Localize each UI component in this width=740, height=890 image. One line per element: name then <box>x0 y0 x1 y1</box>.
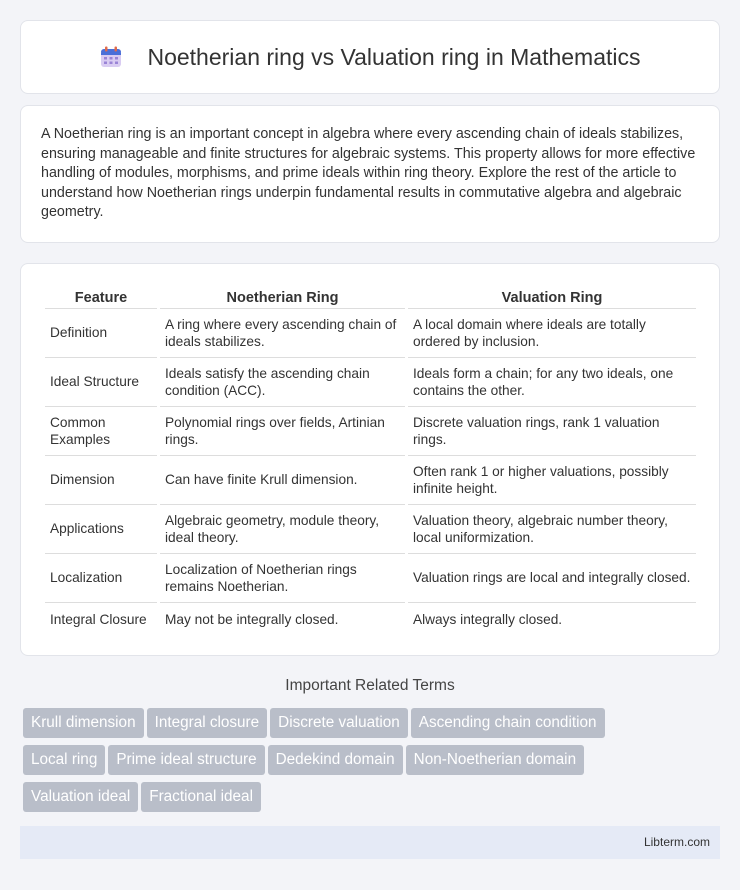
intro-text: A Noetherian ring is an important concept in algebra where every ascending chain of ideals stabilizes, ensuring manageable and finite structures for algebraic systems. This property allows for more effective handling of modules, morphisms, and prime ideals within ring theory. Explore the rest of the article to understand how Noetherian rings underpin fundamental results in commutative algebra and algebraic geometry. <box>41 126 696 221</box>
feature-cell: Ideal Structure <box>45 358 157 407</box>
calendar-icon <box>99 45 123 69</box>
valuation-cell: Valuation theory, algebraic number theory, local uniformization. <box>408 505 696 554</box>
comparison-table <box>42 286 699 636</box>
related-term-tag[interactable]: Integral closure <box>147 708 268 738</box>
related-terms-title: Important Related Terms <box>285 677 455 694</box>
title-card <box>20 20 720 94</box>
noetherian-cell: May not be integrally closed. <box>165 611 339 627</box>
noetherian-cell: Polynomial rings over fields, Artinian rings. <box>160 407 405 456</box>
valuation-cell: A local domain where ideals are totally ordered by inclusion. <box>408 309 696 358</box>
related-term-tag[interactable]: Krull dimension <box>23 708 144 738</box>
valuation-cell: Valuation rings are local and integrally closed. <box>408 554 696 603</box>
feature-cell: Definition <box>45 309 157 358</box>
table-row <box>45 603 696 636</box>
related-term-tag[interactable]: Local ring <box>23 745 105 775</box>
noetherian-cell: Localization of Noetherian rings remains Noetherian. <box>160 554 405 603</box>
footer-brand-link[interactable]: Libterm.com <box>643 835 710 849</box>
table-row <box>45 309 696 358</box>
header-feature: Feature <box>45 286 157 309</box>
table-header-row <box>45 286 696 309</box>
related-term-tag[interactable]: Fractional ideal <box>141 782 261 812</box>
feature-cell: Integral Closure <box>50 611 147 627</box>
feature-cell: Common Examples <box>45 407 157 456</box>
table-row <box>45 505 696 554</box>
valuation-cell: Always integrally closed. <box>413 611 563 627</box>
comparison-card <box>20 263 720 656</box>
related-term-tag[interactable]: Non-Noetherian domain <box>406 745 584 775</box>
intro-card <box>20 105 720 243</box>
page-title: Noetherian ring vs Valuation ring in Mathematics <box>147 43 641 70</box>
table-row <box>45 456 696 505</box>
noetherian-cell: Algebraic geometry, module theory, ideal theory. <box>160 505 405 554</box>
table-row <box>45 407 696 456</box>
header-noetherian: Noetherian Ring <box>160 286 405 309</box>
related-term-tag[interactable]: Discrete valuation <box>270 708 408 738</box>
table-row <box>45 358 696 407</box>
noetherian-cell: Ideals satisfy the ascending chain condition (ACC). <box>160 358 405 407</box>
related-term-tag[interactable]: Prime ideal structure <box>108 745 264 775</box>
noetherian-cell: Can have finite Krull dimension. <box>160 456 405 505</box>
feature-cell: Applications <box>45 505 157 554</box>
noetherian-cell: A ring where every ascending chain of ideals stabilizes. <box>160 309 405 358</box>
valuation-cell: Often rank 1 or higher valuations, possibly infinite height. <box>408 456 696 505</box>
related-terms-list <box>23 708 723 819</box>
footer <box>20 826 720 859</box>
related-term-tag[interactable]: Dedekind domain <box>268 745 403 775</box>
related-term-tag[interactable]: Ascending chain condition <box>411 708 605 738</box>
valuation-cell: Discrete valuation rings, rank 1 valuation rings. <box>408 407 696 456</box>
header-valuation: Valuation Ring <box>408 286 696 309</box>
related-term-tag[interactable]: Valuation ideal <box>23 782 138 812</box>
table-row <box>45 554 696 603</box>
feature-cell: Dimension <box>45 456 157 505</box>
valuation-cell: Ideals form a chain; for any two ideals, one contains the other. <box>408 358 696 407</box>
feature-cell: Localization <box>45 554 157 603</box>
